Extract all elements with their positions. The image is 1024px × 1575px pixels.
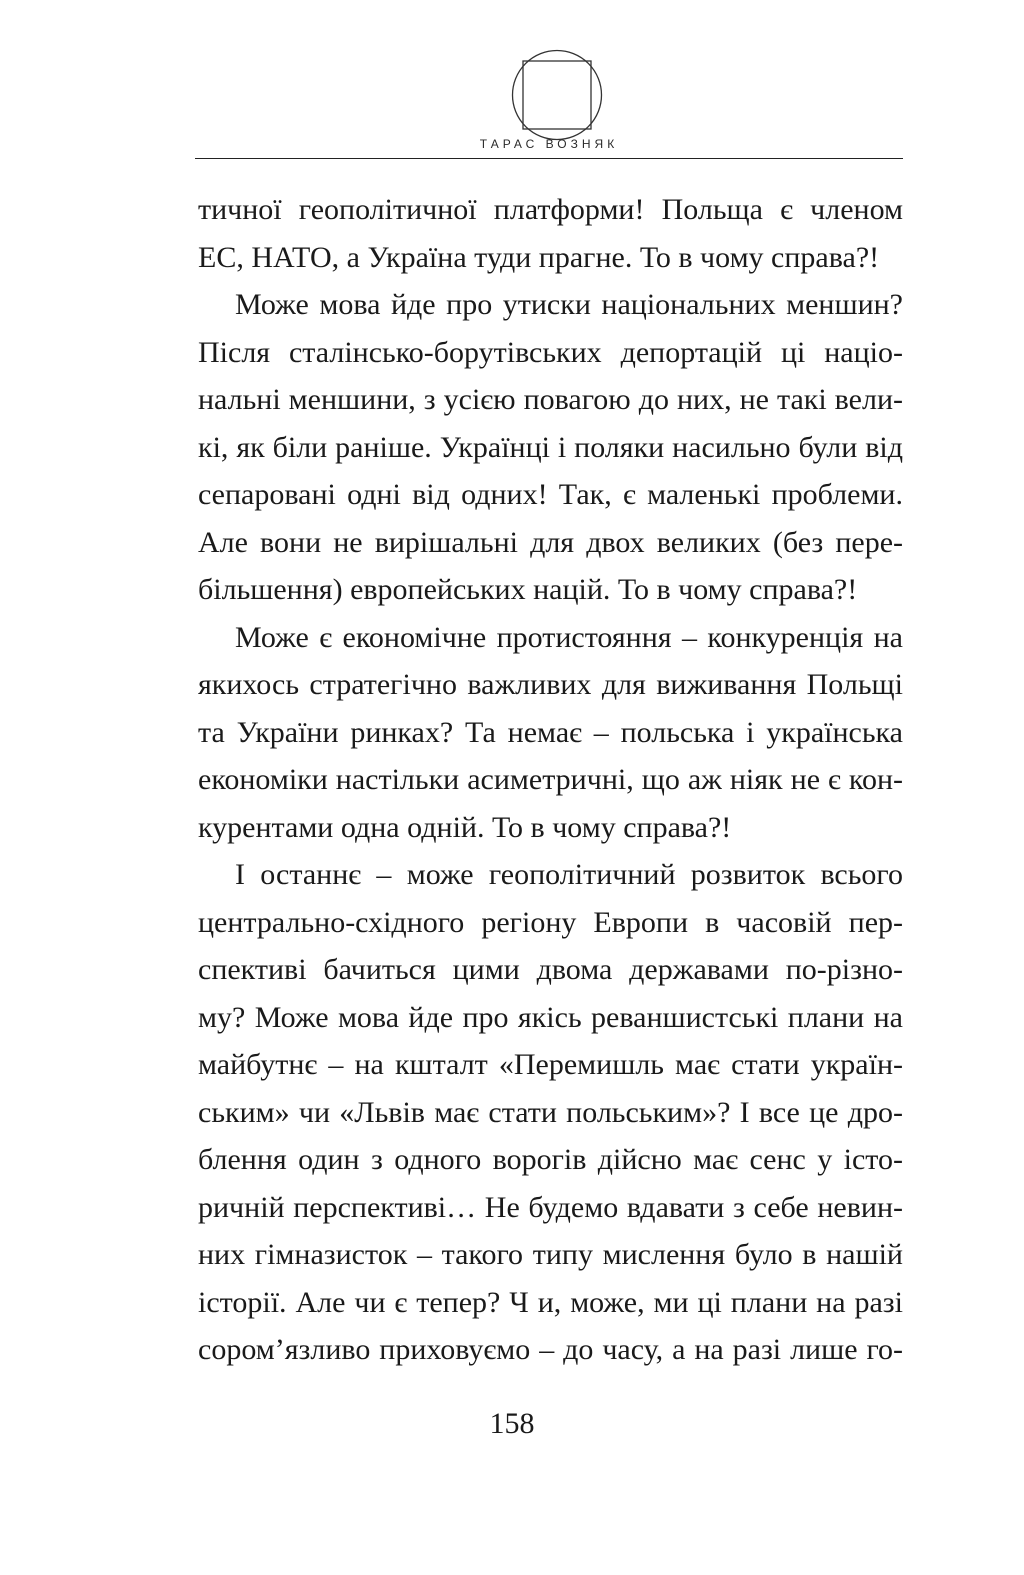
text-line: Але вони не вирішальні для двох великих (без пере- <box>198 525 903 559</box>
text-line: більшення) европейських націй. То в чому справа?! <box>198 573 858 606</box>
text-line: тичної геополітичної платформи! Польща є членом <box>198 193 903 226</box>
body-text <box>198 186 903 1376</box>
page-number: 158 <box>489 1407 535 1440</box>
header-rule <box>195 158 903 159</box>
text-line: сепаровані одні від одних! Так, є маленькі проблеми. <box>198 478 903 511</box>
text-line: Після сталінсько-борутівських депортацій ці націо- <box>198 335 903 369</box>
text-line: майбутнє – на кшталт «Перемишль має стати україн- <box>198 1048 903 1081</box>
text-line: кі, як біли раніше. Українці і поляки насильно були від <box>198 430 903 464</box>
text-line: ським» чи «Львів має стати польським»? І все це дро- <box>198 1095 903 1129</box>
text-line: ричній перспективі… Не будемо вдавати з себе невин- <box>198 1190 903 1224</box>
text-line: Може мова йде про утиски національних меншин? <box>235 288 903 321</box>
text-line: та України ринках? Та немає – польська і українська <box>198 715 903 749</box>
text-line: Може є економічне протистояння – конкуренція на <box>235 620 903 654</box>
text-line: курентами одна одній. То в чому справа?! <box>198 810 732 844</box>
text-line: сором’язливо приховуємо – до часу, а на разі лише го- <box>198 1333 903 1366</box>
text-line: якихось стратегічно важливих для виживання Польщі <box>198 668 903 701</box>
text-line <box>198 1374 903 1377</box>
text-line: му? Може мова йде про якісь реваншистські плани на <box>198 1000 903 1034</box>
text-line: блення один з одного ворогів дійсно має сенс у істо- <box>198 1143 903 1176</box>
text-line: ЕС, НАТО, а Україна туди прагне. То в чому справа?! <box>198 240 880 274</box>
text-line: спективі бачиться цими двома державами по-різно- <box>198 953 903 986</box>
circle-square-emblem-icon <box>511 49 603 141</box>
text-line: нальні меншини, з усією повагою до них, не такі вели- <box>198 383 903 416</box>
text-line: них гімназисток – такого типу мислення було в нашій <box>198 1238 903 1271</box>
running-head-author: ТАРАС ВОЗНЯК <box>479 137 619 151</box>
text-line: економіки настільки асиметричні, що аж ніяк не є кон- <box>198 763 903 796</box>
text-line: історії. Але чи є тепер? Ч и, може, ми ці плани на разі <box>198 1285 903 1319</box>
text-line: І останнє – може геополітичний розвиток всього <box>235 858 903 891</box>
text-line: центрально-східного регіону Европи в часовій пер- <box>198 905 903 939</box>
